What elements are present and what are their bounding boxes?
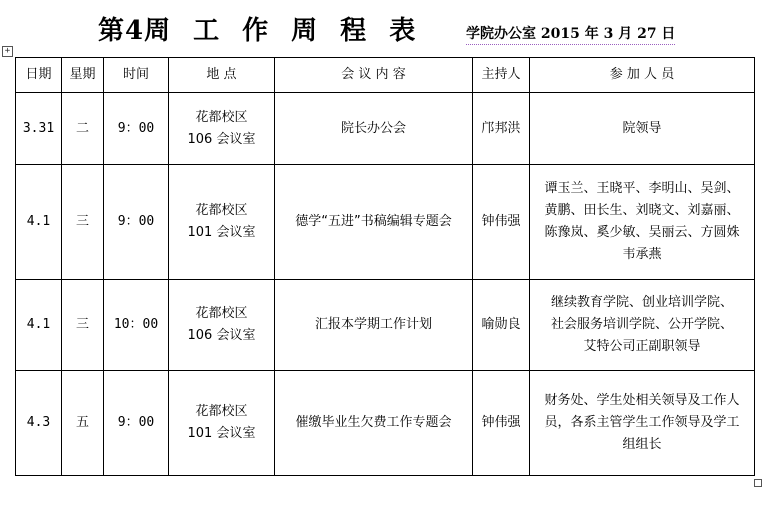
cell-date: 4.1 [16,280,62,371]
cell-host: 钟伟强 [473,371,530,476]
header-host: 主持人 [473,58,530,93]
table-row [16,93,755,165]
cell-time: 10：00 [104,280,169,371]
table-header-row [16,58,755,93]
cell-weekday: 三 [62,280,104,371]
cell-time: 9：00 [104,93,169,165]
cell-location: 花都校区 106 会议室 [169,280,275,371]
office-date-subtitle: 学院办公室 2015 年 3 月 27 日 [466,23,675,45]
title-char: 工 [193,16,221,46]
header-weekday: 星期 [62,58,104,93]
cell-content: 汇报本学期工作计划 [275,280,473,371]
title-char: 周 [291,16,319,46]
cell-host: 邝邦洪 [473,93,530,165]
title-char: 程 [340,16,368,46]
cell-weekday: 五 [62,371,104,476]
cell-content: 德学“五进”书稿编辑专题会 [275,165,473,280]
cell-attendees: 财务处、学生处相关领导及工作人 员，各系主管学生工作领导及学工 组组长 [530,371,755,476]
cell-date: 4.1 [16,165,62,280]
table-row [16,371,755,476]
cell-host: 喻勋良 [473,280,530,371]
cell-time: 9：00 [104,165,169,280]
header-location: 地 点 [169,58,275,93]
cell-host: 钟伟强 [473,165,530,280]
header-date: 日期 [16,58,62,93]
page-title [98,10,416,47]
title-char: 作 [242,16,270,46]
header-attendees: 参 加 人 员 [530,58,755,93]
cell-location: 花都校区 101 会议室 [169,165,275,280]
table-row [16,280,755,371]
header-time: 时间 [104,58,169,93]
schedule-table [15,57,755,476]
cell-attendees: 谭玉兰、王晓平、李明山、吴剑、 黄鹏、田长生、刘晓文、刘嘉丽、 陈豫岚、奚少敏、吴丽云、方圆姝 韦承燕 [530,165,755,280]
cell-time: 9：00 [104,371,169,476]
cell-location: 花都校区 106 会议室 [169,93,275,165]
cell-content: 院长办公会 [275,93,473,165]
header-content: 会 议 内 容 [275,58,473,93]
cell-weekday: 二 [62,93,104,165]
table-move-handle-icon[interactable]: + [2,46,13,57]
cell-date: 4.3 [16,371,62,476]
cell-attendees: 继续教育学院、创业培训学院、 社会服务培训学院、公开学院、 艾特公司正副职领导 [530,280,755,371]
cell-attendees: 院领导 [530,93,755,165]
cell-content: 催缴毕业生欠费工作专题会 [275,371,473,476]
cell-weekday: 三 [62,165,104,280]
title-prefix: 第4周 [98,16,172,46]
table-resize-handle-icon[interactable] [754,479,762,487]
cell-location: 花都校区 101 会议室 [169,371,275,476]
cell-date: 3.31 [16,93,62,165]
title-char: 表 [389,16,417,46]
table-row [16,165,755,280]
